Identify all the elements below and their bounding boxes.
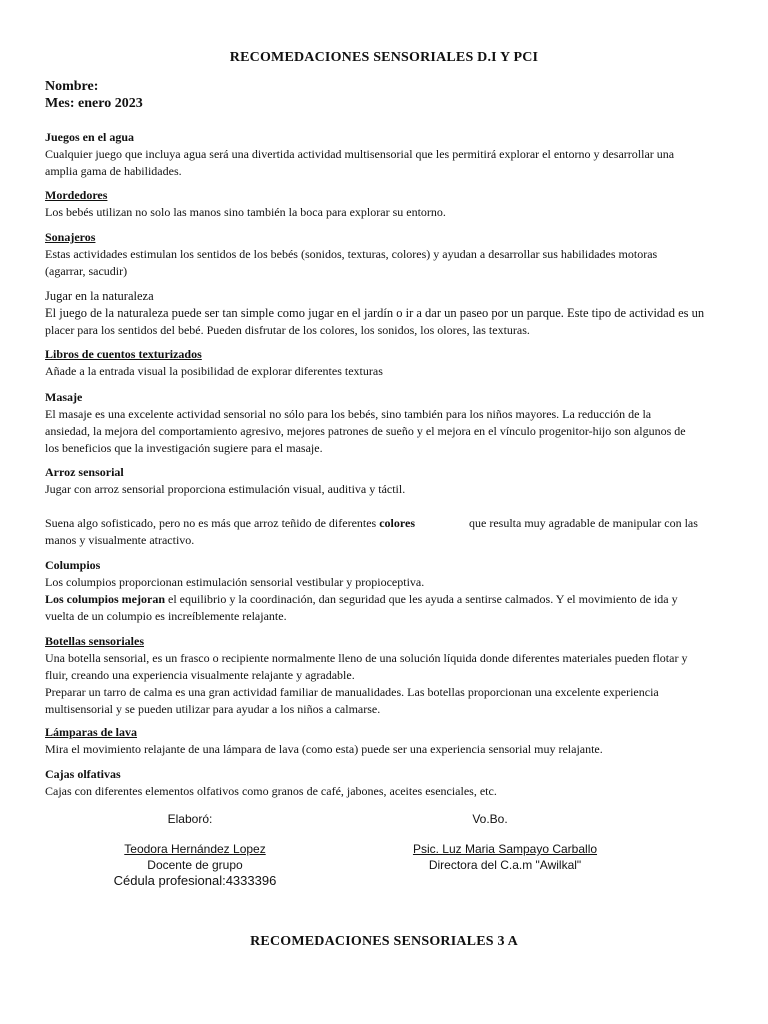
bold-text: colores xyxy=(379,516,415,530)
signer-left xyxy=(90,841,300,889)
section-heading: Juegos en el agua xyxy=(45,130,135,144)
section-text-line: Mira el movimiento relajante de una lámpara de lava (como esta) puede ser una experiencia sensorial muy relajante. xyxy=(45,742,603,756)
section-juegos-agua xyxy=(45,129,721,180)
section-text-line: Preparar un tarro de calma es una gran actividad familiar de manualidades. Las botellas proporcionan una excelente experiencia xyxy=(45,685,659,699)
signer-left-cedula: Cédula profesional:4333396 xyxy=(113,873,277,888)
section-arroz xyxy=(45,464,721,549)
section-heading: Sonajeros xyxy=(45,230,96,244)
section-heading: Columpios xyxy=(45,558,101,572)
vobo-label: Vo.Bo. xyxy=(472,812,508,826)
signer-right xyxy=(390,841,620,873)
section-heading: Libros de cuentos texturizados xyxy=(45,347,202,361)
section-text-line xyxy=(45,591,721,608)
section-text-line: El masaje es una excelente actividad sensorial no sólo para los bebés, sino también para los niños mayores. La reducción de la xyxy=(45,407,652,421)
section-cajas xyxy=(45,766,721,800)
document-title: RECOMEDACIONES SENSORIALES D.I Y PCI xyxy=(229,50,539,65)
section-text-line: manos y visualmente atractivo. xyxy=(45,533,195,547)
elaboro-label: Elaboró: xyxy=(167,812,213,826)
signer-right-name: Psic. Luz Maria Sampayo Carballo xyxy=(412,842,598,856)
section-text-line: ansiedad, la mejora del comportamiento agresivo, mejores patrones de sueño y el mejora en el vínculo progenitor-hijo son algunos de xyxy=(45,424,686,438)
section-heading: Jugar en la naturaleza xyxy=(45,289,154,303)
section-text-line: placer para los sentidos del bebé. Pueden disfrutar de los colores, los sonidos, los olores, las texturas. xyxy=(45,323,530,337)
section-text-line: amplia gama de habilidades. xyxy=(45,164,182,178)
section-text-line: multisensorial y se pueden utilizar para ayudar a los niños a calmarse. xyxy=(45,702,381,716)
section-text-line: Una botella sensorial, es un frasco o recipiente normalmente lleno de una solución líquida donde diferentes materiales pueden flotar y xyxy=(45,651,688,665)
section-text-line: Jugar con arroz sensorial proporciona estimulación visual, auditiva y táctil. xyxy=(45,482,406,496)
section-text-line: Estas actividades estimulan los sentidos de los bebés (sonidos, texturas, colores) y ayudan a desarrollar sus habilidades motoras xyxy=(45,247,658,261)
section-text-line: El juego de la naturaleza puede ser tan simple como jugar en el jardín o ir a dar un paseo por un parque. Este tipo de actividad es un xyxy=(45,306,705,320)
section-text-line: los beneficios que la investigación sugiere para el masaje. xyxy=(45,441,323,455)
footer-title: RECOMEDACIONES SENSORIALES 3 A xyxy=(250,934,518,949)
section-heading: Arroz sensorial xyxy=(45,465,124,479)
section-heading: Masaje xyxy=(45,390,83,404)
section-heading: Lámparas de lava xyxy=(45,725,138,739)
text-fragment: que resulta muy agradable de manipular con las xyxy=(469,516,698,530)
signer-right-role: Directora del C.a.m "Awilkal" xyxy=(428,858,582,872)
section-naturaleza xyxy=(45,288,721,339)
section-mordedores xyxy=(45,187,721,221)
section-text-line: Añade a la entrada visual la posibilidad de explorar diferentes texturas xyxy=(45,364,383,378)
signer-left-role: Docente de grupo xyxy=(147,858,243,872)
text-fragment: el equilibrio y la coordinación, dan seguridad que les ayuda a sentirse calmados. Y el movimiento de ida y xyxy=(165,592,678,606)
section-libros xyxy=(45,346,721,380)
section-heading: Botellas sensoriales xyxy=(45,634,144,648)
section-text-line xyxy=(45,515,721,532)
section-text-line: fluir, creando una experiencia visualmente relajante y agradable. xyxy=(45,668,355,682)
section-text-line: Cualquier juego que incluya agua será una divertida actividad multisensorial que les permitirá explorar el entorno y desarrollar una xyxy=(45,147,675,161)
text-fragment: Suena algo sofisticado, pero no es más que arroz teñido de diferentes xyxy=(45,516,380,530)
section-columpios xyxy=(45,557,721,625)
section-text-line: (agarrar, sacudir) xyxy=(45,264,128,278)
signer-left-name: Teodora Hernández Lopez xyxy=(124,842,266,856)
section-text-line: Cajas con diferentes elementos olfativos como granos de café, jabones, aceites esenciales, etc. xyxy=(45,784,497,798)
section-heading: Mordedores xyxy=(45,188,108,202)
section-lamparas xyxy=(45,724,721,758)
section-text-line: vuelta de un columpio es increíblemente relajante. xyxy=(45,609,287,623)
mes-label: Mes: enero 2023 xyxy=(45,96,143,111)
section-sonajeros xyxy=(45,229,721,280)
section-text-line: Los bebés utilizan no solo las manos sino también la boca para explorar su entorno. xyxy=(45,205,446,219)
section-botellas xyxy=(45,633,721,718)
section-text-line: Los columpios proporcionan estimulación sensorial vestibular y propioceptiva. xyxy=(45,575,425,589)
section-heading: Cajas olfativas xyxy=(45,767,121,781)
bold-text: Los columpios mejoran xyxy=(45,592,165,606)
nombre-label: Nombre: xyxy=(45,79,99,94)
section-masaje xyxy=(45,389,721,457)
